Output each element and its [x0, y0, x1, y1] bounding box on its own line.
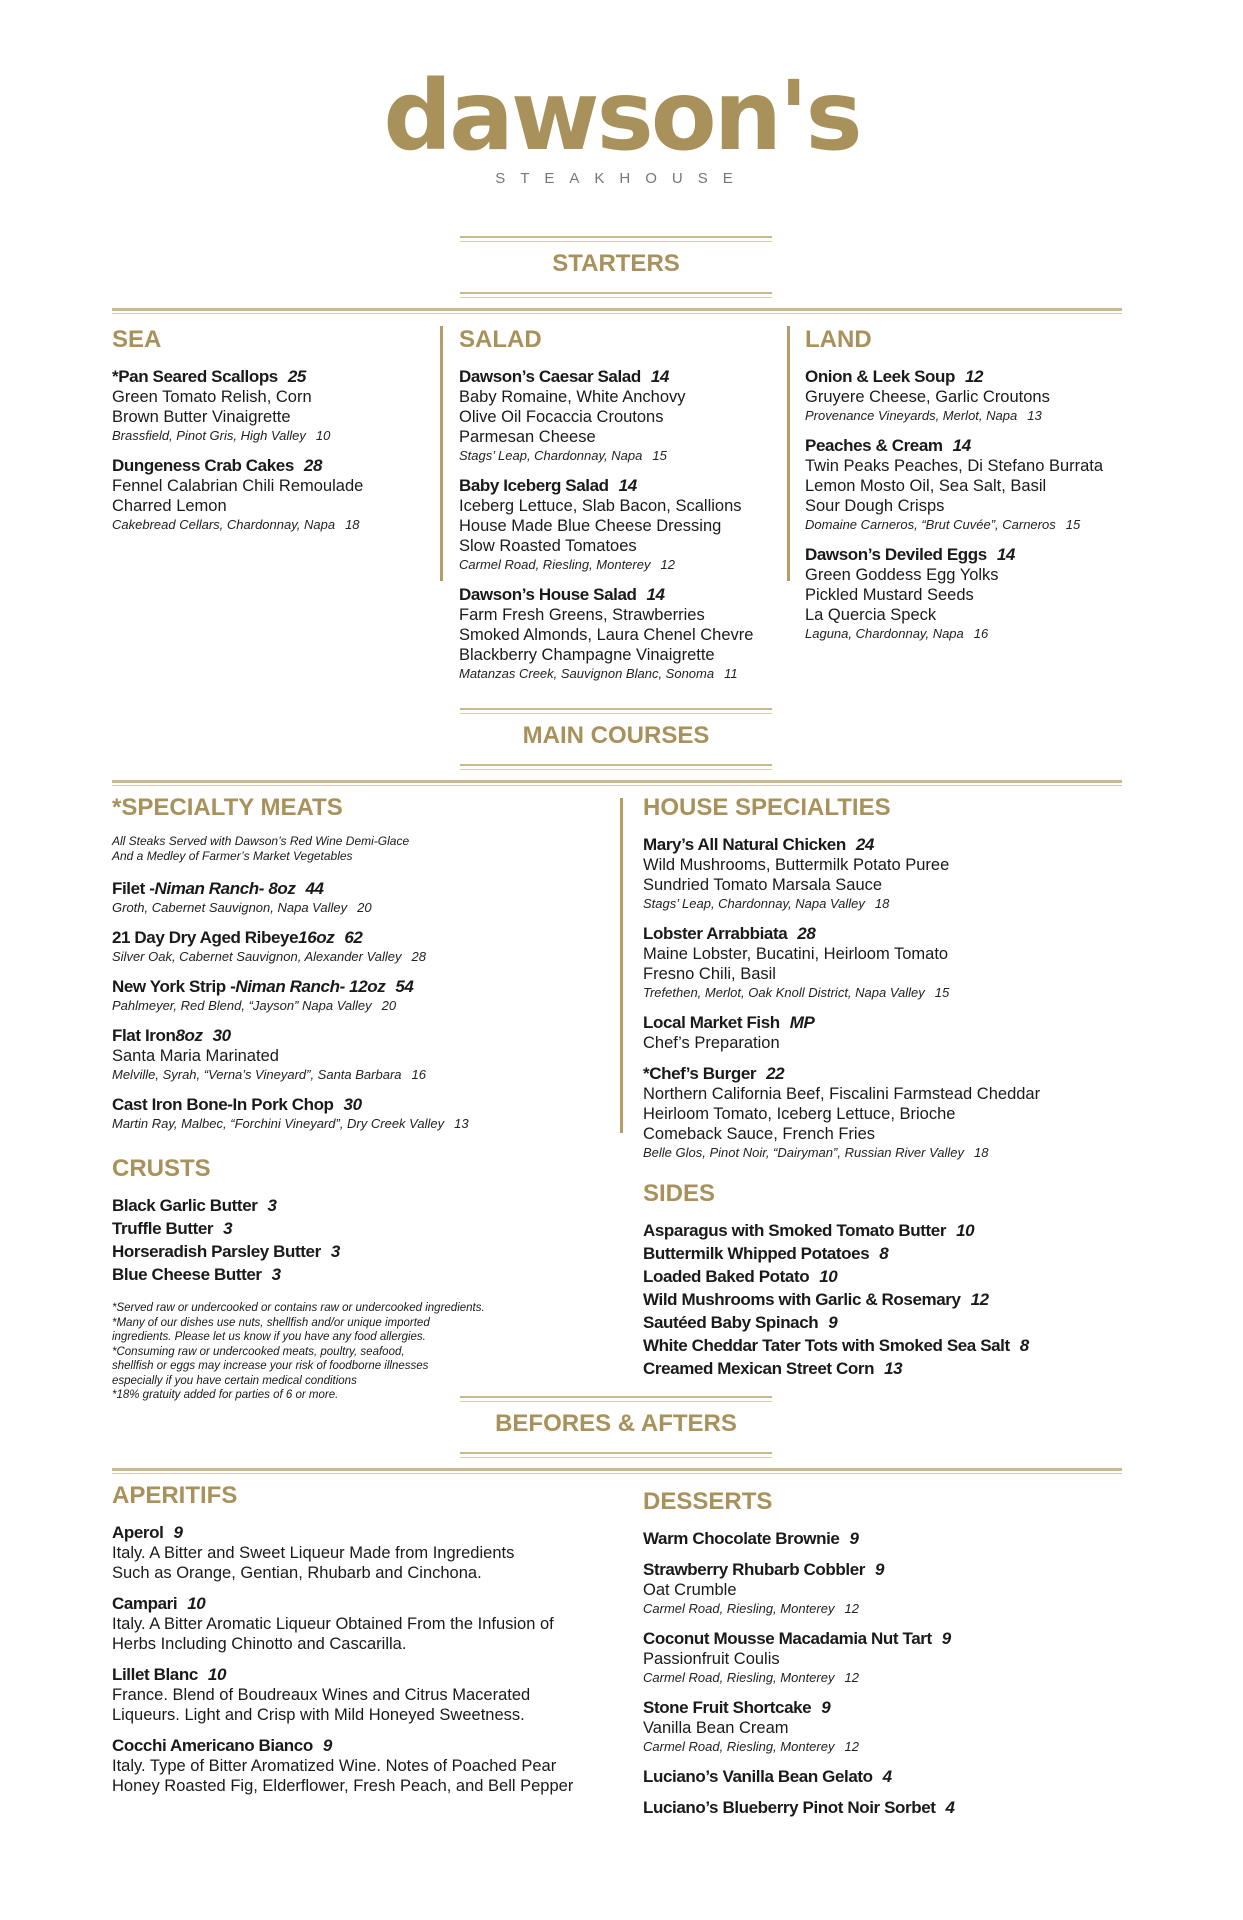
menu-item-description: Fennel Calabrian Chili Remoulade: [112, 477, 364, 495]
menu-item-price: 14: [646, 585, 665, 604]
menu-item-description: Vanilla Bean Cream: [643, 1719, 789, 1737]
menu-item: [112, 1735, 612, 1796]
menu-list-house: [643, 834, 1123, 1162]
menu-item-price: 10: [956, 1221, 975, 1240]
wine-pairing-price: 18: [974, 1145, 989, 1160]
wine-pairing: [112, 899, 592, 917]
menu-item-description: Oat Crumble: [643, 1581, 737, 1599]
menu-item-description: Farm Fresh Greens, Strawberries: [459, 606, 705, 624]
menu-item-price: 12: [970, 1290, 989, 1309]
item-name-text: Baby Iceberg Salad: [459, 476, 609, 495]
wine-pairing-price: 15: [1065, 517, 1081, 532]
item-name-text: Flat Iron: [112, 1026, 176, 1045]
column-heading-sides: SIDES: [643, 1180, 716, 1207]
menu-item-price: 8: [879, 1244, 889, 1263]
menu-item-description: Italy. Type of Bitter Aromatized Wine. Notes of Poached Pear: [112, 1757, 557, 1775]
menu-item: [459, 366, 789, 465]
menu-item: [643, 1797, 1123, 1818]
menu-item-price: 54: [395, 977, 414, 996]
menu-item-description: Green Goddess Egg Yolks: [805, 566, 999, 584]
wine-pairing-price: 16: [411, 1067, 426, 1082]
column-heading-desserts: DESSERTS: [643, 1488, 773, 1515]
item-name-text: Buttermilk Whipped Potatoes: [643, 1244, 870, 1263]
item-name-text: Coconut Mousse Macadamia Nut Tart: [643, 1629, 932, 1648]
wine-pairing: [112, 1066, 592, 1084]
menu-list-desserts: [643, 1528, 1123, 1818]
item-name-text: Lillet Blanc: [112, 1665, 198, 1684]
column-heading-salad: SALAD: [459, 326, 542, 353]
column-heading-aperitifs: APERITIFS: [112, 1482, 238, 1509]
menu-item-name: [112, 455, 432, 476]
column-heading-land: LAND: [805, 326, 872, 353]
wine-pairing: [805, 516, 1125, 534]
wine-pairing-name: Stags’ Leap, Chardonnay, Napa Valley: [643, 896, 865, 911]
item-name-text: New York Strip -: [112, 977, 236, 996]
menu-item-price: 10: [819, 1267, 838, 1286]
menu-item: [112, 366, 432, 445]
column-land: [805, 326, 1125, 653]
wine-pairing-price: 18: [345, 517, 360, 532]
menu-item-name: [459, 584, 789, 605]
wine-pairing-name: Belle Glos, Pinot Noir, “Dairyman”, Russian River Valley: [643, 1145, 965, 1160]
wine-pairing: [459, 665, 789, 683]
menu-item-description: Sundried Tomato Marsala Sauce: [643, 876, 883, 894]
item-name-text: Sautéed Baby Spinach: [643, 1313, 819, 1332]
menu-item: [112, 1264, 592, 1285]
menu-item-description: Smoked Almonds, Laura Chenel Chevre: [459, 626, 754, 644]
item-name-text: Campari: [112, 1594, 178, 1613]
menu-item-name: [805, 366, 1125, 387]
column-sea: [112, 326, 432, 544]
item-name-text: Blue Cheese Butter: [112, 1265, 262, 1284]
wine-pairing: [643, 1144, 1123, 1162]
menu-item-description: Gruyere Cheese, Garlic Croutons: [805, 388, 1050, 406]
divider-befores-afters: [112, 1468, 1122, 1471]
menu-item-description: Comeback Sauce, French Fries: [643, 1125, 876, 1143]
menu-item: [643, 1220, 1123, 1241]
menu-item-description: Baby Romaine, White Anchovy: [459, 388, 686, 406]
menu-item: [112, 1593, 612, 1654]
menu-item-price: 44: [305, 879, 324, 898]
menu-item-price: 14: [952, 436, 971, 455]
wine-pairing-price: 12: [844, 1670, 859, 1685]
menu-item-name: [112, 1735, 612, 1756]
menu-item-name: [643, 1243, 1123, 1264]
column-heading-sea: SEA: [112, 326, 162, 353]
item-name-text: Black Garlic Butter: [112, 1196, 258, 1215]
menu-item: [112, 1522, 612, 1583]
wine-pairing-name: Laguna, Chardonnay, Napa: [805, 626, 964, 641]
menu-item-price: 62: [344, 928, 363, 947]
menu-item-price: 14: [650, 367, 669, 386]
item-name-text: Local Market Fish: [643, 1013, 780, 1032]
menu-item-description: Heirloom Tomato, Iceberg Lettuce, Brioche: [643, 1105, 956, 1123]
menu-item-description: France. Blend of Boudreaux Wines and Citrus Macerated: [112, 1686, 531, 1704]
wine-pairing: [805, 625, 1125, 643]
menu-item-name: [643, 1266, 1123, 1287]
wine-pairing-name: Provenance Vineyards, Merlot, Napa: [805, 408, 1018, 423]
item-name-text: Luciano’s Blueberry Pinot Noir Sorbet: [643, 1798, 936, 1817]
menu-item-name: [643, 1559, 1123, 1580]
menu-item-description: Liqueurs. Light and Crisp with Mild Honeyed Sweetness.: [112, 1706, 525, 1724]
column-aperitifs: [112, 1482, 612, 1806]
item-name-text: Luciano’s Vanilla Bean Gelato: [643, 1767, 873, 1786]
menu-item-description: Pickled Mustard Seeds: [805, 586, 974, 604]
wine-pairing: [112, 516, 432, 534]
menu-item-name: [112, 1094, 592, 1115]
menu-item-description: Santa Maria Marinated: [112, 1047, 279, 1065]
item-name-text: Dawson’s Deviled Eggs: [805, 545, 987, 564]
divider-starters: [112, 308, 1122, 311]
menu-item-name: [643, 1312, 1123, 1333]
menu-item-description: Italy. A Bitter Aromatic Liqueur Obtained From the Infusion of: [112, 1615, 554, 1633]
wine-pairing-name: Carmel Road, Riesling, Monterey: [643, 1670, 835, 1685]
item-name-text: Stone Fruit Shortcake: [643, 1698, 812, 1717]
menu-item-price: 9: [322, 1736, 332, 1755]
menu-item: [643, 1697, 1123, 1756]
menu-item: [112, 1025, 592, 1084]
menu-item-name: [112, 1195, 592, 1216]
menu-item-description: Sour Dough Crisps: [805, 497, 945, 515]
wine-pairing-price: 28: [411, 949, 426, 964]
wine-pairing: [643, 1669, 1123, 1687]
item-name-text: Wild Mushrooms with Garlic & Rosemary: [643, 1290, 961, 1309]
menu-item-name: [112, 1218, 592, 1239]
menu-list-land: [805, 366, 1125, 643]
menu-item-name: [112, 976, 592, 997]
menu-item-description: Slow Roasted Tomatoes: [459, 537, 637, 555]
wine-pairing-price: 20: [357, 900, 372, 915]
menu-item-description: Fresno Chili, Basil: [643, 965, 776, 983]
menu-item-name: [112, 1241, 592, 1262]
item-name-text: White Cheddar Tater Tots with Smoked Sea Salt: [643, 1336, 1010, 1355]
menu-item: [459, 475, 789, 574]
column-specialty-meats: [112, 794, 592, 1403]
menu-item-name: [643, 1766, 1123, 1787]
menu-item-description: Green Tomato Relish, Corn: [112, 388, 312, 406]
menu-item-description: House Made Blue Cheese Dressing: [459, 517, 722, 535]
menu-item-description: Twin Peaks Peaches, Di Stefano Burrata: [805, 457, 1104, 475]
menu-item: [112, 927, 592, 966]
menu-item-description: Charred Lemon: [112, 497, 227, 515]
wine-pairing-name: Cakebread Cellars, Chardonnay, Napa: [112, 517, 336, 532]
menu-list-meats: [112, 878, 592, 1133]
section-title-starters: STARTERS: [460, 250, 772, 278]
item-name-text: Filet -: [112, 879, 155, 898]
menu-item-price: 3: [223, 1219, 233, 1238]
menu-item-description: Herbs Including Chinotto and Cascarilla.: [112, 1635, 407, 1653]
menu-item-name: [643, 1289, 1123, 1310]
column-divider: [787, 326, 790, 581]
menu-item-price: 12: [965, 367, 984, 386]
item-name-detail: Niman Ranch- 12oz: [235, 977, 386, 996]
wine-pairing-price: 18: [874, 896, 890, 911]
menu-item-price: 9: [828, 1313, 838, 1332]
menu-item-price: MP: [789, 1013, 815, 1032]
menu-item-name: [112, 1664, 612, 1685]
wine-pairing-name: Pahlmeyer, Red Blend, “Jayson” Napa Valley: [112, 998, 372, 1013]
item-name-text: Loaded Baked Potato: [643, 1267, 810, 1286]
column-heading-house-specialties: HOUSE SPECIALTIES: [643, 794, 891, 821]
menu-item-name: [643, 1528, 1123, 1549]
item-name-text: Truffle Butter: [112, 1219, 214, 1238]
menu-item-description: Chef’s Preparation: [643, 1034, 780, 1052]
wine-pairing-name: Melville, Syrah, “Verna’s Vineyard”, Santa Barbara: [112, 1067, 402, 1082]
wine-pairing: [643, 1600, 1123, 1618]
column-heading-crusts: CRUSTS: [112, 1155, 211, 1182]
column-divider: [440, 326, 443, 581]
menu-item-price: 14: [996, 545, 1015, 564]
column-heading-specialty-meats: *SPECIALTY MEATS: [112, 794, 343, 821]
wine-pairing: [805, 407, 1125, 425]
wine-pairing-price: 15: [652, 448, 667, 463]
menu-item-name: [459, 366, 789, 387]
item-name-text: Cast Iron Bone-In Pork Chop: [112, 1095, 334, 1114]
item-name-text: Horseradish Parsley Butter: [112, 1242, 321, 1261]
menu-list-salad: [459, 366, 789, 683]
item-name-detail: 16oz: [298, 928, 335, 947]
wine-pairing-price: 16: [973, 626, 989, 641]
menu-item-name: [643, 1358, 1123, 1379]
menu-item-description: Maine Lobster, Bucatini, Heirloom Tomato: [643, 945, 949, 963]
menu-item-description: Passionfruit Coulis: [643, 1650, 780, 1668]
menu-item-price: 28: [797, 924, 816, 943]
menu-item-description: Olive Oil Focaccia Croutons: [459, 408, 664, 426]
menu-item: [112, 976, 592, 1015]
item-name-text: *Chef’s Burger: [643, 1064, 757, 1083]
menu-list-sides: [643, 1220, 1123, 1379]
menu-item-price: 3: [267, 1196, 277, 1215]
menu-item: [805, 544, 1125, 643]
wine-pairing-name: Carmel Road, Riesling, Monterey: [643, 1601, 835, 1616]
menu-item-description: Northern California Beef, Fiscalini Farmstead Cheddar: [643, 1085, 1041, 1103]
menu-item-price: 8: [1019, 1336, 1029, 1355]
menu-item-name: [112, 1025, 592, 1046]
wine-pairing-price: 12: [844, 1601, 859, 1616]
menu-item-price: 24: [855, 835, 874, 854]
menu-item: [643, 1266, 1123, 1287]
item-name-text: Cocchi Americano Bianco: [112, 1736, 313, 1755]
wine-pairing: [643, 984, 1123, 1002]
column-house-specialties: [643, 794, 1123, 1381]
menu-item-price: 9: [874, 1560, 885, 1579]
menu-item-name: [805, 435, 1125, 456]
menu-item: [805, 366, 1125, 425]
wine-pairing-price: 10: [315, 428, 331, 443]
wine-pairing: [112, 948, 592, 966]
wine-pairing-name: Silver Oak, Cabernet Sauvignon, Alexander Valley: [112, 949, 402, 964]
menu-item: [112, 455, 432, 534]
menu-item-price: 28: [303, 456, 323, 475]
wine-pairing-name: Domaine Carneros, “Brut Cuvée”, Carneros: [805, 517, 1056, 532]
wine-pairing-name: Groth, Cabernet Sauvignon, Napa Valley: [112, 900, 348, 915]
section-title-main-courses: MAIN COURSES: [460, 722, 772, 750]
wine-pairing-name: Carmel Road, Riesling, Monterey: [459, 557, 651, 572]
menu-item-name: [643, 1697, 1123, 1718]
wine-pairing-price: 20: [381, 998, 397, 1013]
menu-item-price: 30: [343, 1095, 362, 1114]
column-desserts: [643, 1488, 1123, 1828]
item-name-text: Dawson’s House Salad: [459, 585, 637, 604]
wine-pairing-price: 12: [660, 557, 675, 572]
menu-item-name: [643, 834, 1123, 855]
wine-pairing-price: 15: [934, 985, 950, 1000]
menu-item-name: [643, 1335, 1123, 1356]
wine-pairing: [643, 895, 1123, 913]
menu-item-price: 10: [207, 1665, 226, 1684]
menu-item: [643, 1063, 1123, 1162]
menu-item-name: [112, 1522, 612, 1543]
menu-item-name: [112, 1264, 592, 1285]
menu-item-name: [643, 1628, 1123, 1649]
divider-main-courses: [112, 780, 1122, 783]
menu-item-name: [112, 878, 592, 899]
menu-item: [643, 1312, 1123, 1333]
menu-item: [643, 1289, 1123, 1310]
menu-item: [643, 1559, 1123, 1618]
column-salad: [459, 326, 789, 693]
item-name-text: Lobster Arrabbiata: [643, 924, 788, 943]
allergy-disclaimer: *Served raw or undercooked or contains raw or undercooked ingredients. *Many of our dishes use nuts, shellfish and/or unique imported ingredients. Please let us know if you have any food allergies. *Consuming raw or undercooked meats, poultry, seafood, shellfish or eggs may increase your risk of foodborne illnesses especially if you have certain medical conditions *18% gratuity added for parties of 6 or more.: [112, 1302, 485, 1401]
menu-item: [112, 878, 592, 917]
wine-pairing-price: 11: [724, 666, 738, 681]
menu-item-description: Italy. A Bitter and Sweet Liqueur Made from Ingredients: [112, 1544, 515, 1562]
item-name-text: Onion & Leek Soup: [805, 367, 955, 386]
menu-item-description: Iceberg Lettuce, Slab Bacon, Scallions: [459, 497, 742, 515]
item-name-text: Warm Chocolate Brownie: [643, 1529, 840, 1548]
menu-item: [643, 1335, 1123, 1356]
brand-logo: dawson's: [383, 60, 860, 172]
menu-item-name: [643, 1797, 1123, 1818]
menu-item-name: [112, 1593, 612, 1614]
menu-item-price: 25: [287, 367, 306, 386]
menu-item-price: 3: [271, 1265, 281, 1284]
wine-pairing: [459, 447, 789, 465]
menu-item: [112, 1241, 592, 1262]
wine-pairing-name: Martin Ray, Malbec, “Forchini Vineyard”, Dry Creek Valley: [112, 1116, 445, 1131]
menu-list-aperitifs: [112, 1522, 612, 1796]
menu-item-price: 9: [821, 1698, 831, 1717]
menu-item: [112, 1218, 592, 1239]
steak-note: All Steaks Served with Dawson’s Red Wine Demi-Glace And a Medley of Farmer’s Market Vegetables: [112, 834, 410, 863]
menu-item-description: Blackberry Champagne Vinaigrette: [459, 646, 715, 664]
menu-list-crusts: [112, 1195, 592, 1285]
menu-item-name: [643, 923, 1123, 944]
wine-pairing: [112, 1115, 592, 1133]
menu-item-description: Such as Orange, Gentian, Rhubarb and Cinchona.: [112, 1564, 482, 1582]
menu-item-description: Brown Butter Vinaigrette: [112, 408, 291, 426]
menu-item-name: [459, 475, 789, 496]
wine-pairing: [112, 997, 592, 1015]
menu-item: [643, 1766, 1123, 1787]
item-name-text: *Pan Seared Scallops: [112, 367, 278, 386]
item-name-text: Dungeness Crab Cakes: [112, 456, 294, 475]
item-name-text: Dawson’s Caesar Salad: [459, 367, 641, 386]
menu-item-price: 30: [212, 1026, 231, 1045]
menu-item: [112, 1664, 612, 1725]
menu-item-price: 13: [884, 1359, 903, 1378]
item-name-text: Mary’s All Natural Chicken: [643, 835, 846, 854]
menu-item-description: Wild Mushrooms, Buttermilk Potato Puree: [643, 856, 950, 874]
menu-item-name: [643, 1220, 1123, 1241]
item-name-text: Asparagus with Smoked Tomato Butter: [643, 1221, 947, 1240]
column-divider: [620, 798, 623, 1133]
menu-item-price: 10: [187, 1594, 206, 1613]
item-name-text: Aperol: [112, 1523, 164, 1542]
menu-item-price: 3: [330, 1242, 340, 1261]
menu-item-price: 22: [766, 1064, 785, 1083]
menu-item-name: [643, 1012, 1123, 1033]
menu-item-description: Lemon Mosto Oil, Sea Salt, Basil: [805, 477, 1047, 495]
menu-item: [643, 1243, 1123, 1264]
menu-item-description: La Quercia Speck: [805, 606, 937, 624]
wine-pairing-name: Stags’ Leap, Chardonnay, Napa: [459, 448, 643, 463]
menu-item: [112, 1195, 592, 1216]
menu-item: [643, 834, 1123, 913]
menu-item: [643, 1528, 1123, 1549]
brand-subtitle: STEAKHOUSE: [495, 170, 748, 187]
menu-item: [643, 1012, 1123, 1053]
menu-item: [112, 1094, 592, 1133]
menu-item-name: [112, 927, 592, 948]
item-name-text: Peaches & Cream: [805, 436, 943, 455]
menu-item-price: 14: [618, 476, 637, 495]
item-name-text: 21 Day Dry Aged Ribeye: [112, 928, 299, 947]
wine-pairing-price: 12: [844, 1739, 859, 1754]
menu-item-price: 4: [945, 1798, 955, 1817]
item-name-detail: 8oz: [175, 1026, 203, 1045]
wine-pairing-price: 13: [454, 1116, 469, 1131]
item-name-text: Strawberry Rhubarb Cobbler: [643, 1560, 865, 1579]
menu-item-price: 4: [882, 1767, 892, 1786]
menu-item-description: Honey Roasted Fig, Elderflower, Fresh Peach, and Bell Pepper: [112, 1777, 574, 1795]
menu-item: [643, 1628, 1123, 1687]
menu-item: [459, 584, 789, 683]
menu-item-name: [643, 1063, 1123, 1084]
wine-pairing-name: Matanzas Creek, Sauvignon Blanc, Sonoma: [459, 666, 715, 681]
section-title-befores-afters: BEFORES & AFTERS: [460, 1410, 772, 1438]
menu-item-name: [112, 366, 432, 387]
wine-pairing-price: 13: [1027, 408, 1042, 423]
wine-pairing: [459, 556, 789, 574]
wine-pairing-name: Brassfield, Pinot Gris, High Valley: [112, 428, 306, 443]
menu-item: [805, 435, 1125, 534]
menu-item-name: [805, 544, 1125, 565]
wine-pairing-name: Trefethen, Merlot, Oak Knoll District, Napa Valley: [643, 985, 925, 1000]
item-name-text: Creamed Mexican Street Corn: [643, 1359, 875, 1378]
menu-item-description: Parmesan Cheese: [459, 428, 596, 446]
menu-list-sea: [112, 366, 432, 534]
item-name-detail: Niman Ranch- 8oz: [154, 879, 296, 898]
wine-pairing: [112, 427, 432, 445]
wine-pairing-name: Carmel Road, Riesling, Monterey: [643, 1739, 835, 1754]
menu-item-price: 9: [173, 1523, 183, 1542]
wine-pairing: [643, 1738, 1123, 1756]
menu-item-price: 9: [849, 1529, 859, 1548]
menu-item: [643, 923, 1123, 1002]
menu-item: [643, 1358, 1123, 1379]
menu-item-price: 9: [941, 1629, 951, 1648]
